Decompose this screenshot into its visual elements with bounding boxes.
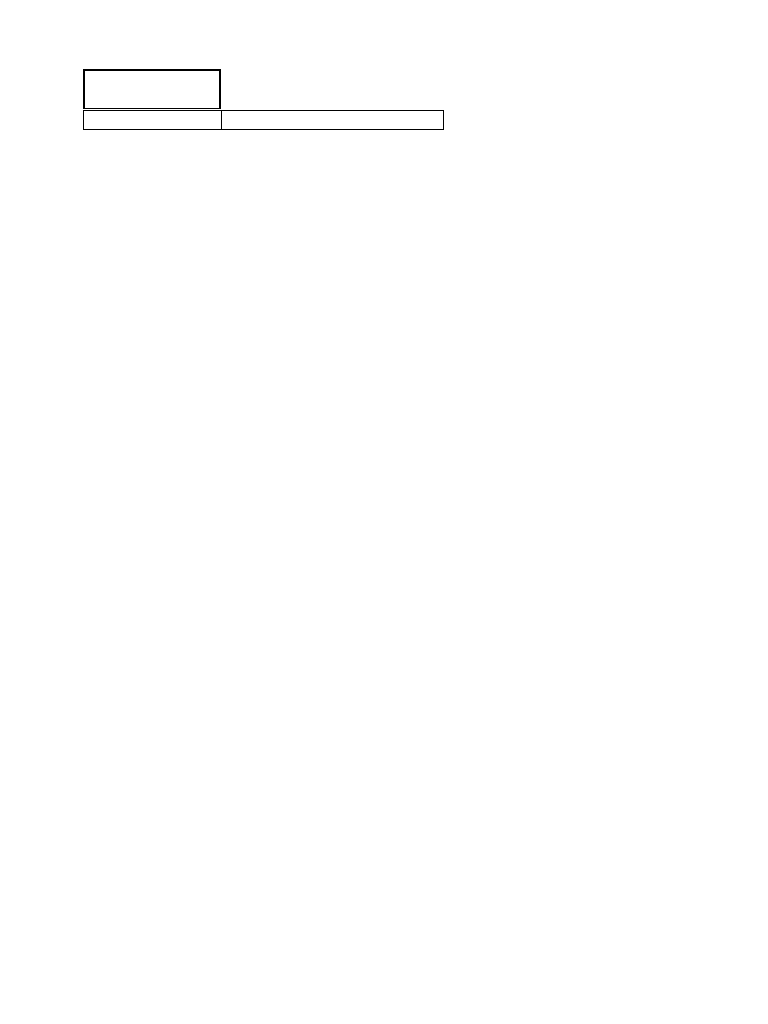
header-name — [221, 110, 444, 130]
header-enrolment — [83, 110, 222, 130]
division-box — [83, 69, 221, 109]
